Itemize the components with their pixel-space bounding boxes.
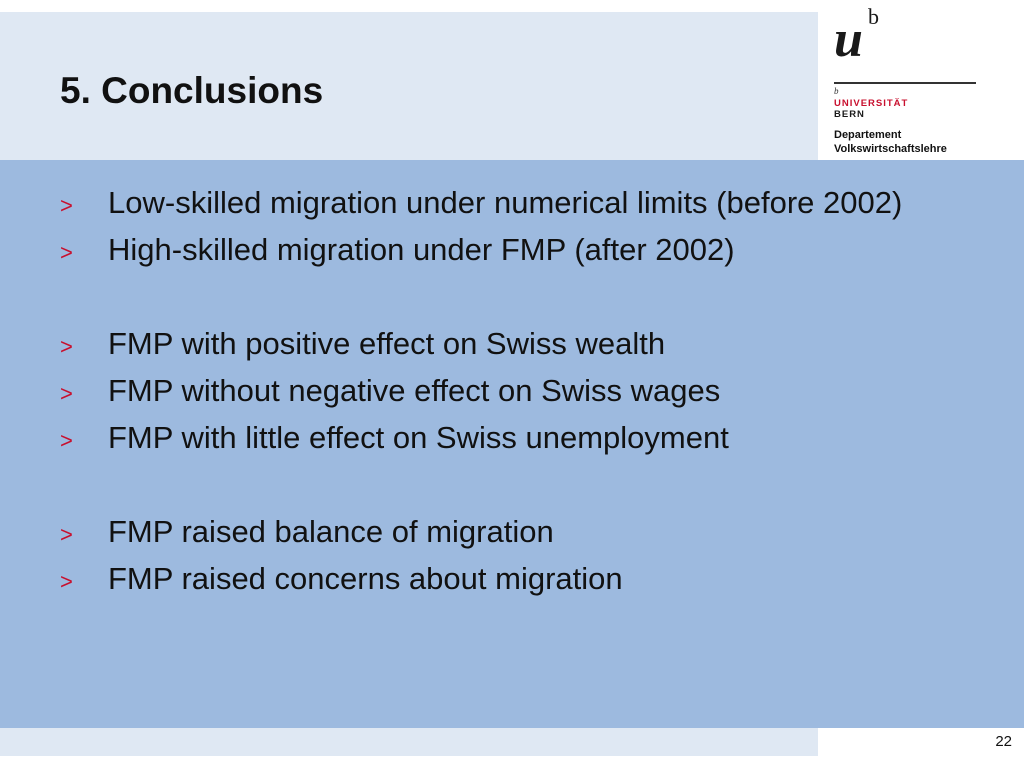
logo-city-text: BERN (834, 109, 865, 120)
department-line-2: Volkswirtschaftslehre (834, 143, 947, 155)
logo-b-superscript: b (868, 4, 879, 29)
bullet-text: High-skilled migration under FMP (after 2002) (108, 232, 735, 267)
bullet-text: FMP without negative effect on Swiss wages (108, 373, 721, 408)
logo-u-mark: u (834, 11, 863, 68)
slide-title: 5. Conclusions (60, 70, 324, 111)
bullet-text: FMP with little effect on Swiss unemployment (108, 420, 729, 455)
bullet-text: Low-skilled migration under numerical limits (before 2002) (108, 185, 903, 220)
bullet-text: FMP raised balance of migration (108, 514, 554, 549)
bullet-marker: > (60, 240, 73, 265)
university-logo (818, 0, 1024, 160)
bullet-marker: > (60, 334, 73, 359)
department-line-1: Departement (834, 129, 902, 141)
bullet-marker: > (60, 193, 73, 218)
bullet-text: FMP raised concerns about migration (108, 561, 623, 596)
logo-small-b: b (834, 86, 839, 96)
footer-band (0, 728, 818, 756)
bullet-text: FMP with positive effect on Swiss wealth (108, 326, 666, 361)
page-number: 22 (995, 733, 1012, 750)
department-label (834, 128, 947, 156)
bullet-marker: > (60, 381, 73, 406)
logo-university-text: UNIVERSITÄT (834, 98, 909, 109)
logo-divider (834, 82, 976, 84)
bullet-marker: > (60, 522, 73, 547)
bullet-marker: > (60, 569, 73, 594)
bullet-marker: > (60, 428, 73, 453)
